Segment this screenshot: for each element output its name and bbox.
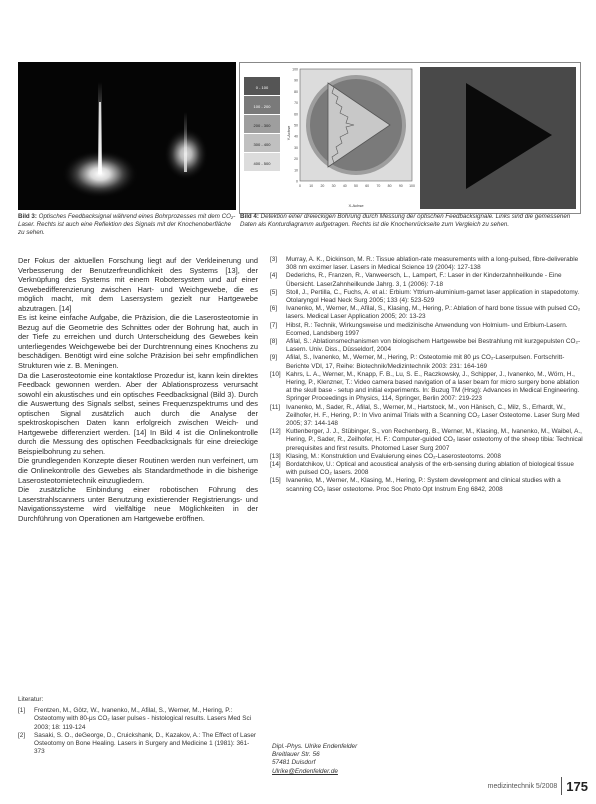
reference-number: [1] xyxy=(18,707,26,715)
reference-text: Ivanenko, M., Werner, M., Klasing, M., Hering, P.: System development and clinical studies with a scanning CO₂ laser osteotome. Proc Soc Photo Opt Instrum Eng 6842, 2008 xyxy=(286,477,561,493)
address-street: Breitlauer Str. 56 xyxy=(272,751,320,759)
reference-text: Hibst, R.: Technik, Wirkungsweise und medizinische Anwendung von Holmium- und Erbium-Lasern. Ecomed, Landsberg 1997 xyxy=(286,321,568,337)
y-tick-label: 100 xyxy=(292,67,298,72)
legend-label-0: 0 - 100 xyxy=(255,85,269,90)
reference-number: [5] xyxy=(270,288,278,296)
figure-3-caption-text: Optisches Feedbacksignal während eines Bohrprozesses mit dem CO₂-Laser. Rechts ist auch eine Reflektion des Signals mit der Knochenoberfläche zu sehen. xyxy=(18,213,236,237)
reference-text: Frentzen, M., Götz, W., Ivanenko, M., Afilal, S., Werner, M., Hering, P.: Osteotomy with 80-μs CO₂ laser pulses - histological results. Lasers Med Sci 2003; 18: 119-124 xyxy=(34,707,252,731)
x-tick-label: 30 xyxy=(331,184,336,188)
reference-10 xyxy=(270,371,586,404)
reference-number: [9] xyxy=(270,354,278,362)
y-tick-label: 90 xyxy=(294,78,298,83)
literature-heading: Literatur: xyxy=(18,696,44,703)
page-footer xyxy=(488,777,588,795)
y-axis-label: Y-Achse xyxy=(286,125,291,141)
reference-12 xyxy=(270,428,586,453)
body-paragraph-5: Die zusätzliche Einbindung einer robotischen Führung des Laserstrahlscanners unter Benutzung existierender Registrierungs- und Navigationssysteme wird vielfältige neue Möglichkeiten in der Durchführung von Operationen am Hartgewebe eröffnen. xyxy=(18,485,258,523)
reference-number: [12] xyxy=(270,428,281,436)
reference-number: [11] xyxy=(270,403,281,411)
feedback-signal-image xyxy=(18,62,236,210)
x-tick-label: 20 xyxy=(320,184,325,188)
x-tick-label: 0 xyxy=(299,184,301,188)
body-paragraph-2: Es ist keine einfache Aufgabe, die Präzision, die die Laserosteotomie in Bezug auf die Geometrie des Schnittes oder der Bohrung hat, auch in der Tiefe zu erreichen und durch Unterscheidung des Gewebes kein unterliegendes Weichgewebe bei der Durchtrennung eines Knochens zu beschädigen. Benötigt wird eine solche Präzision bei sehr empfindlichen Strukturen wie z. B. Meningen. xyxy=(18,313,258,371)
x-tick-label: 100 xyxy=(409,184,415,188)
x-tick-label: 90 xyxy=(398,184,403,188)
reference-number: [15] xyxy=(270,477,281,485)
legend-label-3: 300 - 400 xyxy=(253,142,271,147)
x-ticks xyxy=(299,184,415,188)
figure-3-photo xyxy=(18,62,236,210)
y-tick-label: 60 xyxy=(294,112,298,117)
reference-number: [13] xyxy=(270,452,281,460)
x-axis-label: X-Achse xyxy=(348,203,364,208)
contour-plot xyxy=(300,69,412,181)
footer-divider xyxy=(561,777,562,795)
x-tick-label: 40 xyxy=(342,184,347,188)
reference-8 xyxy=(270,338,586,354)
reference-number: [3] xyxy=(270,256,278,263)
page-number: 175 xyxy=(566,778,588,794)
x-tick-label: 80 xyxy=(387,184,392,188)
figure-4-caption-text: Detektion einer dreieckigen Bohrung durch Messung der optischen Feedbacksignale. Links sind die gemessenen Daten als Konturdiagramm aufgetragen. Rechts ist die Knochenrückseite zum Vergleich zu sehen. xyxy=(240,213,571,229)
address-email: Ulrike@Endenfelder.de xyxy=(272,767,338,775)
reference-number: [10] xyxy=(270,370,281,378)
x-tick-label: 50 xyxy=(354,184,358,188)
body-paragraph-4: Die grundlegenden Konzepte dieser Routinen werden nun verfeinert, um die Onlinekontrolle des Gewebes als Standardmethode in die bisherige Laserosteotomietechnik einzugliedern. xyxy=(18,456,258,485)
reference-text: Kuttenberger, J. J., Stübinger, S., von Rechenberg, B., Werner, M., Klasing, M., Ivanenko, M., Waibel, A., Hering, P., Sader, R., Zeilhofer, H. F.: Computer-guided CO₂ laser osteotomy of the sheep tibia: Technical prerequisites and first results. Photomed Laser Surg 2007 xyxy=(286,428,583,452)
figure-4 xyxy=(239,62,581,214)
address-name: Dipl.-Phys. Ulrike Endenfelder xyxy=(272,743,358,750)
x-tick-label: 60 xyxy=(365,184,370,188)
y-ticks xyxy=(292,68,298,184)
reference-9 xyxy=(270,354,586,370)
reference-text: Ivanenko, M., Sader, R., Afilal, S., Werner, M., Hartstock, M., von Hänisch, C., Milz, S., Erhardt, W., Zeilhofer, H. F., Hering, P.: In Vivo animal Trials with a Scanning CO₂ Laser Osteotome. Laser Surg Med 2005; 37: 144-148 xyxy=(286,403,580,428)
y-tick-label: 20 xyxy=(294,157,298,162)
x-tick-label: 70 xyxy=(376,184,381,188)
y-tick-label: 30 xyxy=(294,145,298,150)
y-tick-label: 80 xyxy=(294,89,298,94)
reference-text: Stoll, J., Pertilla, C., Fuchs, A. et al.: Erbium: Yttrium-aluminium-garnet laser application in stapedotomy. Otolaryngol Head Neck Surg 2005; 133 (4): 523-529 xyxy=(286,288,580,305)
y-tick-label: 70 xyxy=(294,101,298,106)
reference-6 xyxy=(270,305,586,321)
y-tick-label: 50 xyxy=(294,123,298,128)
reference-5 xyxy=(270,289,586,305)
figure-4-caption-label: Bild 4: xyxy=(240,213,259,220)
reference-15 xyxy=(270,477,586,493)
literature-right xyxy=(270,256,586,494)
y-tick-label: 40 xyxy=(294,134,298,139)
journal-name: medizintechnik 5/2008 xyxy=(487,782,558,790)
figure-4-graphics xyxy=(240,63,580,213)
reference-13 xyxy=(270,453,586,461)
legend-label-4: 400 - 500 xyxy=(253,161,271,166)
reference-text: Ivanenko, M., Werner, M., Afilal, S., Klasing, M., Hering, P.: Ablation of hard bone tissue with pulsed CO₂ lasers. Medical Laser Application 2005; 20: 13-23 xyxy=(286,305,581,321)
x-tick-label: 10 xyxy=(309,184,314,188)
reference-1 xyxy=(18,707,258,732)
reference-7 xyxy=(270,322,586,338)
reference-number: [2] xyxy=(18,731,26,739)
figure-3-caption xyxy=(18,213,236,238)
literature-left xyxy=(18,696,258,756)
reference-14 xyxy=(270,461,586,477)
address-city: 57481 Duisdorf xyxy=(272,759,316,767)
reference-number: [14] xyxy=(270,461,281,469)
figure-4-caption xyxy=(240,213,580,229)
legend-label-1: 100 - 200 xyxy=(253,104,271,109)
figure-3-caption-label: Bild 3: xyxy=(18,213,37,220)
reference-text: Afilal, S.: Ablationsmechanismen von biologischem Hartgewebe bei Bestrahlung mit kurzgepulsten CO₂-Lasern. Univ. Diss., Düsseldorf, 2004 xyxy=(286,338,581,354)
reference-number: [6] xyxy=(270,305,278,313)
y-tick-label: 10 xyxy=(294,168,298,173)
reference-2 xyxy=(18,732,258,757)
reference-text: Klasing, M.: Konstruktion und Evaluierung eines CO₂-Laserosteotoms. 2008 xyxy=(286,452,501,460)
bone-backside-photo xyxy=(420,67,576,209)
reference-number: [7] xyxy=(270,321,278,329)
reference-text: Dederichs, R., Franzen, R., Vanweersch, L., Lampert, F.: Laser in der Kinderzahnheilkunde - Eine Übersicht. LaserZahnheilkunde Jahrg. 3, 1 (2006): 7-18 xyxy=(286,272,562,288)
reference-number: [8] xyxy=(270,338,278,346)
reference-text: Kahrs, L. A., Werner, M., Knapp, F. B., Lu, S. E., Raczkowsky, J., Schipper, J., Ivanenko, M., Wörn, H., Hering, P., Klenzner, T.: Video camera based navigation of a laser beam for micro surgery bone ablation at the skull base - setup and initial experiments. In: Buzug TM (Hrsg): Advances in Medical Engineering. Springer Proceedings in Physics, 114, Springer, Berlin 2007: 219-223 xyxy=(286,370,580,403)
body-text-column xyxy=(18,256,258,523)
reference-number: [4] xyxy=(270,272,278,280)
y-tick-label: 0 xyxy=(296,179,298,184)
body-paragraph-3: Da die Laserosteotomie eine kontaktlose Prozedur ist, kann kein direktes Feedback gewonnen werden. Aber der Ablationsprozess verursacht sowohl ein akustisches und ein optisches Feedbacksignal (Bild 3). Durch die Auswertung des Signals selbst, seines Frequenzspektrums und des optischen Signal zusätzlich auch durch die Analyse der spektroskopischen Daten kann erfolgreich zwischen Weich- und Hartgewebe differenziert werden. [14] In Bild 4 ist die Onlinekontrolle durch die Messung des optischen Feedbacksignals für eine dreieckige Beispielbohrung zu sehen. xyxy=(18,370,258,456)
reference-text: Afilal, S., Ivanenko, M., Werner, M., Hering, P.: Osteotomie mit 80 μs CO₂-Laserpulsen. Fortschritt-Berichte VDI, 17, Reihe: Biotechnik/Medizintechnik 2003: 231: 164-169 xyxy=(286,354,565,370)
author-address xyxy=(272,743,422,776)
reference-4 xyxy=(270,272,586,288)
reference-text: Sasaki, S. O., deGeorge, D., Cruickshank, D., Kazakov, A.: The Effect of Laser Osteotomy on Bone Healing. Lasers in Surgery and Medicine 1 (1981): 361-373 xyxy=(34,731,256,756)
reference-text: Bordatchikov, U.: Optical and acoustical analysis of the erb-sensing during ablation of biological tissue with pulsed CO₂ lasers. 2008 xyxy=(286,461,574,477)
reference-11 xyxy=(270,404,586,429)
legend-label-2: 200 - 300 xyxy=(253,123,271,128)
body-paragraph-1: Der Fokus der aktuellen Forschung liegt auf der Verkleinerung und Verbesserung der Benutzerfreundlichkeit des Systems [13], der Verknüpfung des Systems mit einem Robotersystem und auf einer Gewebedifferenzierung zwischen Hart- und Weichgewebe, die es möglich macht, mit dem Lasersystem gezielt nur Hartgewebe abzutragen. [14] xyxy=(18,256,258,313)
reference-3 xyxy=(270,256,586,272)
reference-text: Murray, A. K., Dickinson, M. R.: Tissue ablation-rate measurements with a long-pulsed, fibre-deliverable 308 nm excimer laser. Lasers in Medical Science 19 (2004): 127-138 xyxy=(286,256,579,272)
